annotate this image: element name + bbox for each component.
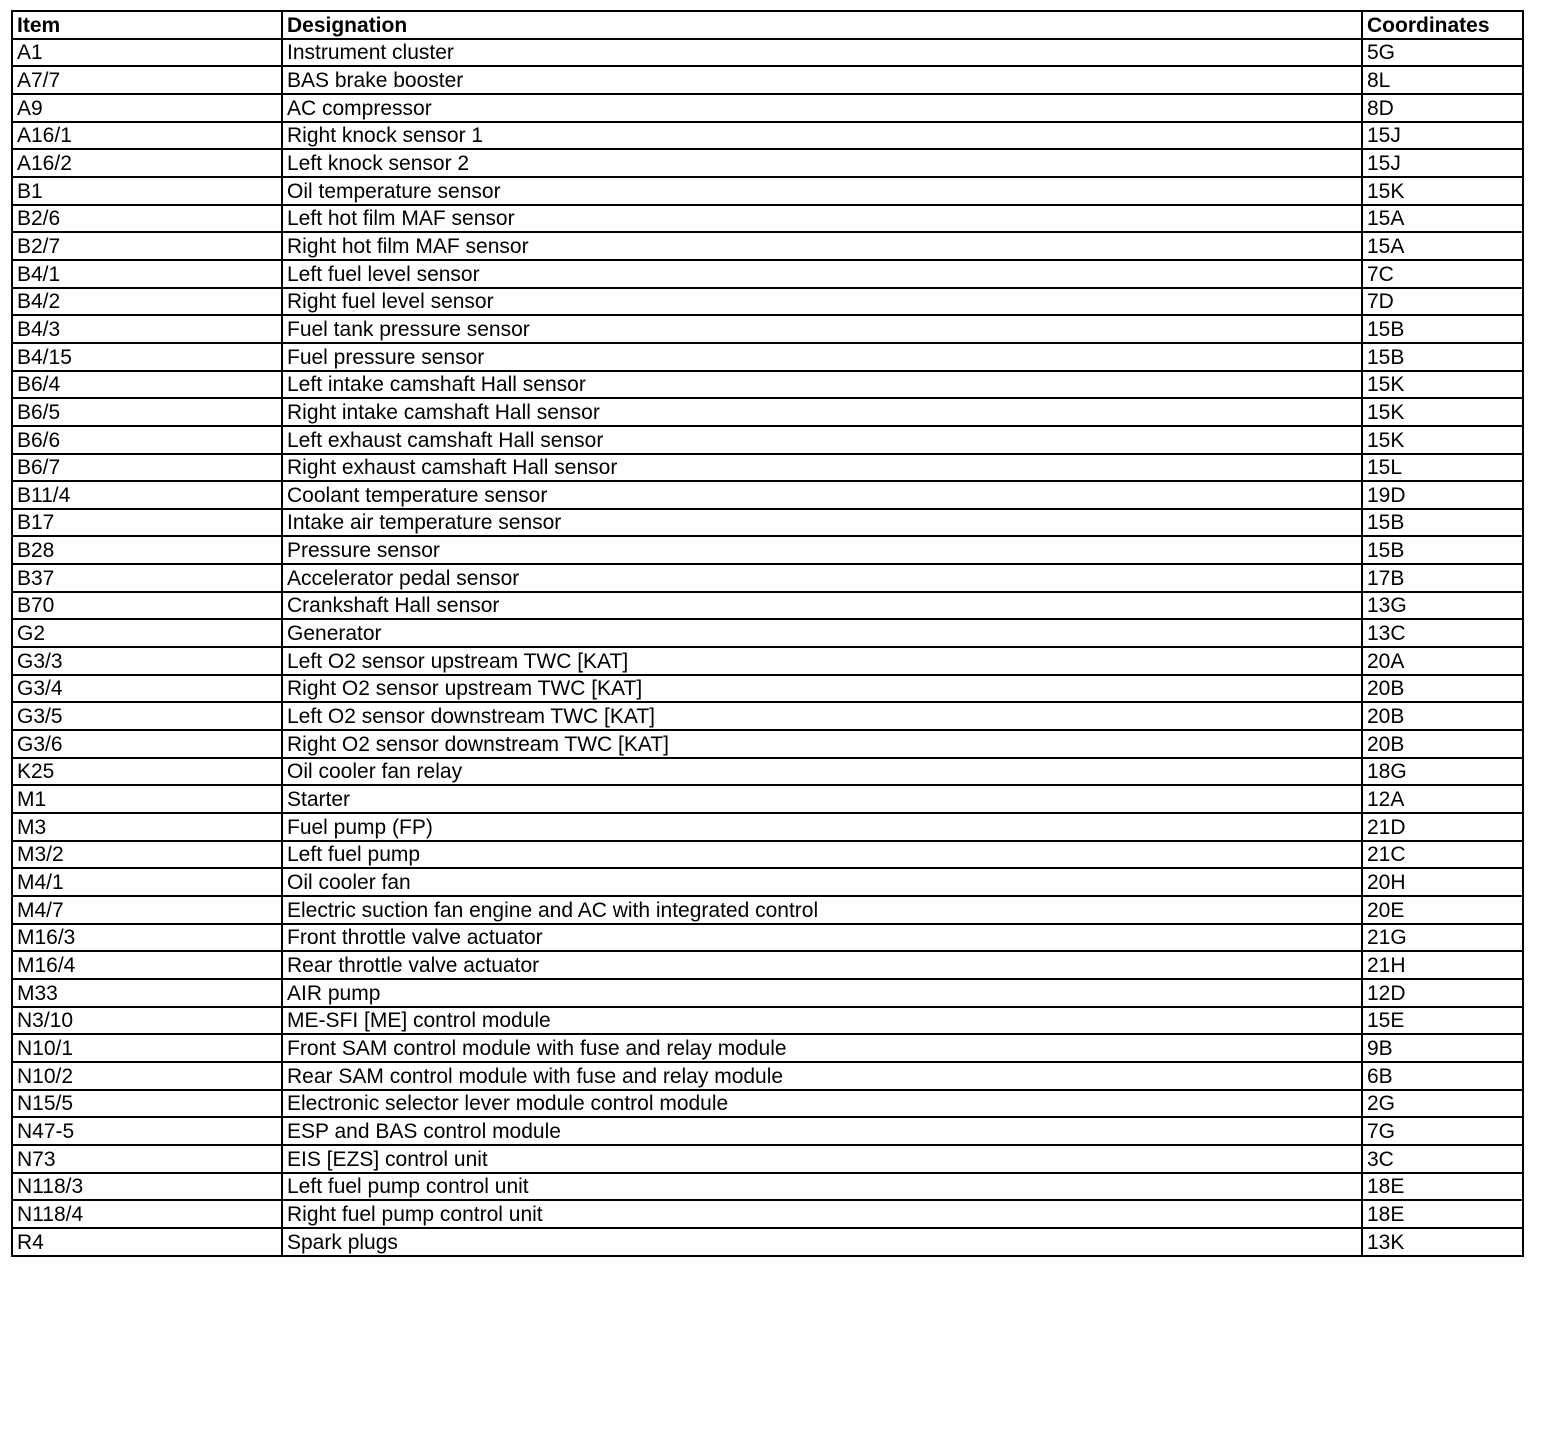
cell-item: M4/1 (12, 868, 282, 896)
cell-coordinates: 15B (1362, 509, 1523, 537)
cell-designation: Rear throttle valve actuator (282, 951, 1362, 979)
table-row (12, 39, 1523, 67)
cell-item: M4/7 (12, 896, 282, 924)
cell-coordinates: 9B (1362, 1034, 1523, 1062)
table-row (12, 288, 1523, 316)
table-row (12, 343, 1523, 371)
table-row (12, 454, 1523, 482)
cell-coordinates: 12D (1362, 979, 1523, 1007)
cell-item: K25 (12, 758, 282, 786)
cell-item: G2 (12, 619, 282, 647)
cell-designation: Fuel pump (FP) (282, 813, 1362, 841)
table-header-row (12, 11, 1523, 39)
cell-designation: Intake air temperature sensor (282, 509, 1362, 537)
cell-coordinates: 15E (1362, 1007, 1523, 1035)
cell-designation: Left O2 sensor downstream TWC [KAT] (282, 702, 1362, 730)
cell-designation: Electronic selector lever module control module (282, 1090, 1362, 1118)
header-item: Item (12, 11, 282, 39)
cell-item: A9 (12, 94, 282, 122)
table-row (12, 564, 1523, 592)
component-legend-table (11, 10, 1524, 1257)
table-row (12, 426, 1523, 454)
cell-coordinates: 8D (1362, 94, 1523, 122)
table-row (12, 702, 1523, 730)
table-row (12, 979, 1523, 1007)
cell-item: B4/15 (12, 343, 282, 371)
table-row (12, 841, 1523, 869)
cell-coordinates: 15J (1362, 122, 1523, 150)
cell-designation: Left O2 sensor upstream TWC [KAT] (282, 647, 1362, 675)
table-row (12, 951, 1523, 979)
cell-coordinates: 5G (1362, 39, 1523, 67)
cell-item: M1 (12, 785, 282, 813)
cell-coordinates: 18E (1362, 1173, 1523, 1201)
table-row (12, 232, 1523, 260)
table-row (12, 149, 1523, 177)
table-row (12, 398, 1523, 426)
cell-designation: Right knock sensor 1 (282, 122, 1362, 150)
cell-coordinates: 6B (1362, 1062, 1523, 1090)
cell-designation: Pressure sensor (282, 536, 1362, 564)
cell-designation: Left fuel level sensor (282, 260, 1362, 288)
cell-coordinates: 15J (1362, 149, 1523, 177)
cell-designation: Left exhaust camshaft Hall sensor (282, 426, 1362, 454)
table-row (12, 177, 1523, 205)
cell-coordinates: 2G (1362, 1090, 1523, 1118)
cell-coordinates: 15B (1362, 315, 1523, 343)
cell-coordinates: 7C (1362, 260, 1523, 288)
cell-item: N118/4 (12, 1200, 282, 1228)
cell-designation: Front SAM control module with fuse and relay module (282, 1034, 1362, 1062)
cell-coordinates: 15B (1362, 536, 1523, 564)
cell-coordinates: 21C (1362, 841, 1523, 869)
cell-item: N3/10 (12, 1007, 282, 1035)
cell-designation: AIR pump (282, 979, 1362, 1007)
cell-coordinates: 15A (1362, 205, 1523, 233)
cell-item: B2/7 (12, 232, 282, 260)
cell-coordinates: 17B (1362, 564, 1523, 592)
cell-coordinates: 20B (1362, 730, 1523, 758)
header-coordinates: Coordinates (1362, 11, 1523, 39)
cell-item: B6/4 (12, 371, 282, 399)
cell-designation: Spark plugs (282, 1228, 1362, 1256)
cell-item: M16/4 (12, 951, 282, 979)
cell-designation: Fuel pressure sensor (282, 343, 1362, 371)
table-row (12, 647, 1523, 675)
table-row (12, 1117, 1523, 1145)
table-row (12, 1145, 1523, 1173)
cell-item: B70 (12, 592, 282, 620)
cell-designation: Front throttle valve actuator (282, 924, 1362, 952)
table-row (12, 371, 1523, 399)
cell-designation: Right intake camshaft Hall sensor (282, 398, 1362, 426)
cell-designation: Right fuel level sensor (282, 288, 1362, 316)
table-row (12, 924, 1523, 952)
cell-coordinates: 13C (1362, 619, 1523, 647)
cell-item: B2/6 (12, 205, 282, 233)
cell-item: N10/1 (12, 1034, 282, 1062)
cell-item: B4/2 (12, 288, 282, 316)
cell-coordinates: 21D (1362, 813, 1523, 841)
table-row (12, 619, 1523, 647)
cell-designation: Oil temperature sensor (282, 177, 1362, 205)
cell-designation: Electric suction fan engine and AC with integrated control (282, 896, 1362, 924)
cell-designation: Left fuel pump (282, 841, 1362, 869)
cell-item: B6/7 (12, 454, 282, 482)
cell-coordinates: 7G (1362, 1117, 1523, 1145)
table-row (12, 122, 1523, 150)
table-row (12, 205, 1523, 233)
cell-item: M3/2 (12, 841, 282, 869)
cell-designation: Left intake camshaft Hall sensor (282, 371, 1362, 399)
cell-coordinates: 20A (1362, 647, 1523, 675)
header-designation: Designation (282, 11, 1362, 39)
table-row (12, 1007, 1523, 1035)
cell-coordinates: 13K (1362, 1228, 1523, 1256)
cell-designation: Right O2 sensor upstream TWC [KAT] (282, 675, 1362, 703)
cell-item: A7/7 (12, 66, 282, 94)
table-row (12, 94, 1523, 122)
table-row (12, 730, 1523, 758)
cell-item: B6/5 (12, 398, 282, 426)
table-row (12, 66, 1523, 94)
table-row (12, 315, 1523, 343)
table-row (12, 1173, 1523, 1201)
table-row (12, 896, 1523, 924)
cell-coordinates: 21G (1362, 924, 1523, 952)
cell-designation: Right hot film MAF sensor (282, 232, 1362, 260)
cell-item: A16/1 (12, 122, 282, 150)
cell-item: A16/2 (12, 149, 282, 177)
cell-coordinates: 20E (1362, 896, 1523, 924)
cell-item: A1 (12, 39, 282, 67)
table-row (12, 1200, 1523, 1228)
table-row (12, 785, 1523, 813)
cell-coordinates: 20B (1362, 702, 1523, 730)
cell-designation: Right fuel pump control unit (282, 1200, 1362, 1228)
table-row (12, 592, 1523, 620)
cell-designation: Right O2 sensor downstream TWC [KAT] (282, 730, 1362, 758)
cell-designation: ESP and BAS control module (282, 1117, 1362, 1145)
cell-coordinates: 13G (1362, 592, 1523, 620)
cell-item: M3 (12, 813, 282, 841)
cell-designation: Crankshaft Hall sensor (282, 592, 1362, 620)
cell-designation: Oil cooler fan (282, 868, 1362, 896)
cell-item: N10/2 (12, 1062, 282, 1090)
cell-designation: Rear SAM control module with fuse and relay module (282, 1062, 1362, 1090)
cell-coordinates: 21H (1362, 951, 1523, 979)
cell-coordinates: 15K (1362, 398, 1523, 426)
cell-coordinates: 15B (1362, 343, 1523, 371)
cell-item: B11/4 (12, 481, 282, 509)
cell-coordinates: 15A (1362, 232, 1523, 260)
table-row (12, 260, 1523, 288)
cell-coordinates: 20B (1362, 675, 1523, 703)
cell-item: B4/3 (12, 315, 282, 343)
cell-designation: Instrument cluster (282, 39, 1362, 67)
cell-coordinates: 15L (1362, 454, 1523, 482)
cell-item: B37 (12, 564, 282, 592)
table-row (12, 536, 1523, 564)
cell-item: G3/3 (12, 647, 282, 675)
cell-item: N118/3 (12, 1173, 282, 1201)
table-row (12, 1062, 1523, 1090)
cell-coordinates: 15K (1362, 426, 1523, 454)
cell-designation: Generator (282, 619, 1362, 647)
cell-item: B28 (12, 536, 282, 564)
cell-coordinates: 7D (1362, 288, 1523, 316)
cell-coordinates: 20H (1362, 868, 1523, 896)
table-row (12, 758, 1523, 786)
cell-item: R4 (12, 1228, 282, 1256)
cell-coordinates: 15K (1362, 177, 1523, 205)
cell-designation: Coolant temperature sensor (282, 481, 1362, 509)
table-row (12, 509, 1523, 537)
cell-item: B17 (12, 509, 282, 537)
cell-designation: Fuel tank pressure sensor (282, 315, 1362, 343)
cell-designation: Left knock sensor 2 (282, 149, 1362, 177)
cell-designation: ME-SFI [ME] control module (282, 1007, 1362, 1035)
cell-coordinates: 3C (1362, 1145, 1523, 1173)
cell-item: B4/1 (12, 260, 282, 288)
cell-item: G3/4 (12, 675, 282, 703)
table-row (12, 868, 1523, 896)
cell-item: M16/3 (12, 924, 282, 952)
cell-coordinates: 19D (1362, 481, 1523, 509)
table-row (12, 813, 1523, 841)
cell-item: M33 (12, 979, 282, 1007)
cell-item: B1 (12, 177, 282, 205)
cell-designation: EIS [EZS] control unit (282, 1145, 1362, 1173)
cell-designation: Starter (282, 785, 1362, 813)
cell-designation: AC compressor (282, 94, 1362, 122)
cell-coordinates: 15K (1362, 371, 1523, 399)
table-row (12, 1034, 1523, 1062)
cell-designation: BAS brake booster (282, 66, 1362, 94)
cell-coordinates: 18G (1362, 758, 1523, 786)
cell-coordinates: 12A (1362, 785, 1523, 813)
cell-item: G3/5 (12, 702, 282, 730)
table-row (12, 675, 1523, 703)
cell-designation: Left fuel pump control unit (282, 1173, 1362, 1201)
cell-designation: Oil cooler fan relay (282, 758, 1362, 786)
table-row (12, 1090, 1523, 1118)
cell-coordinates: 18E (1362, 1200, 1523, 1228)
cell-item: B6/6 (12, 426, 282, 454)
cell-item: N47-5 (12, 1117, 282, 1145)
table-row (12, 1228, 1523, 1256)
cell-designation: Left hot film MAF sensor (282, 205, 1362, 233)
cell-coordinates: 8L (1362, 66, 1523, 94)
cell-item: G3/6 (12, 730, 282, 758)
cell-item: N73 (12, 1145, 282, 1173)
cell-designation: Right exhaust camshaft Hall sensor (282, 454, 1362, 482)
table-row (12, 481, 1523, 509)
cell-item: N15/5 (12, 1090, 282, 1118)
cell-designation: Accelerator pedal sensor (282, 564, 1362, 592)
